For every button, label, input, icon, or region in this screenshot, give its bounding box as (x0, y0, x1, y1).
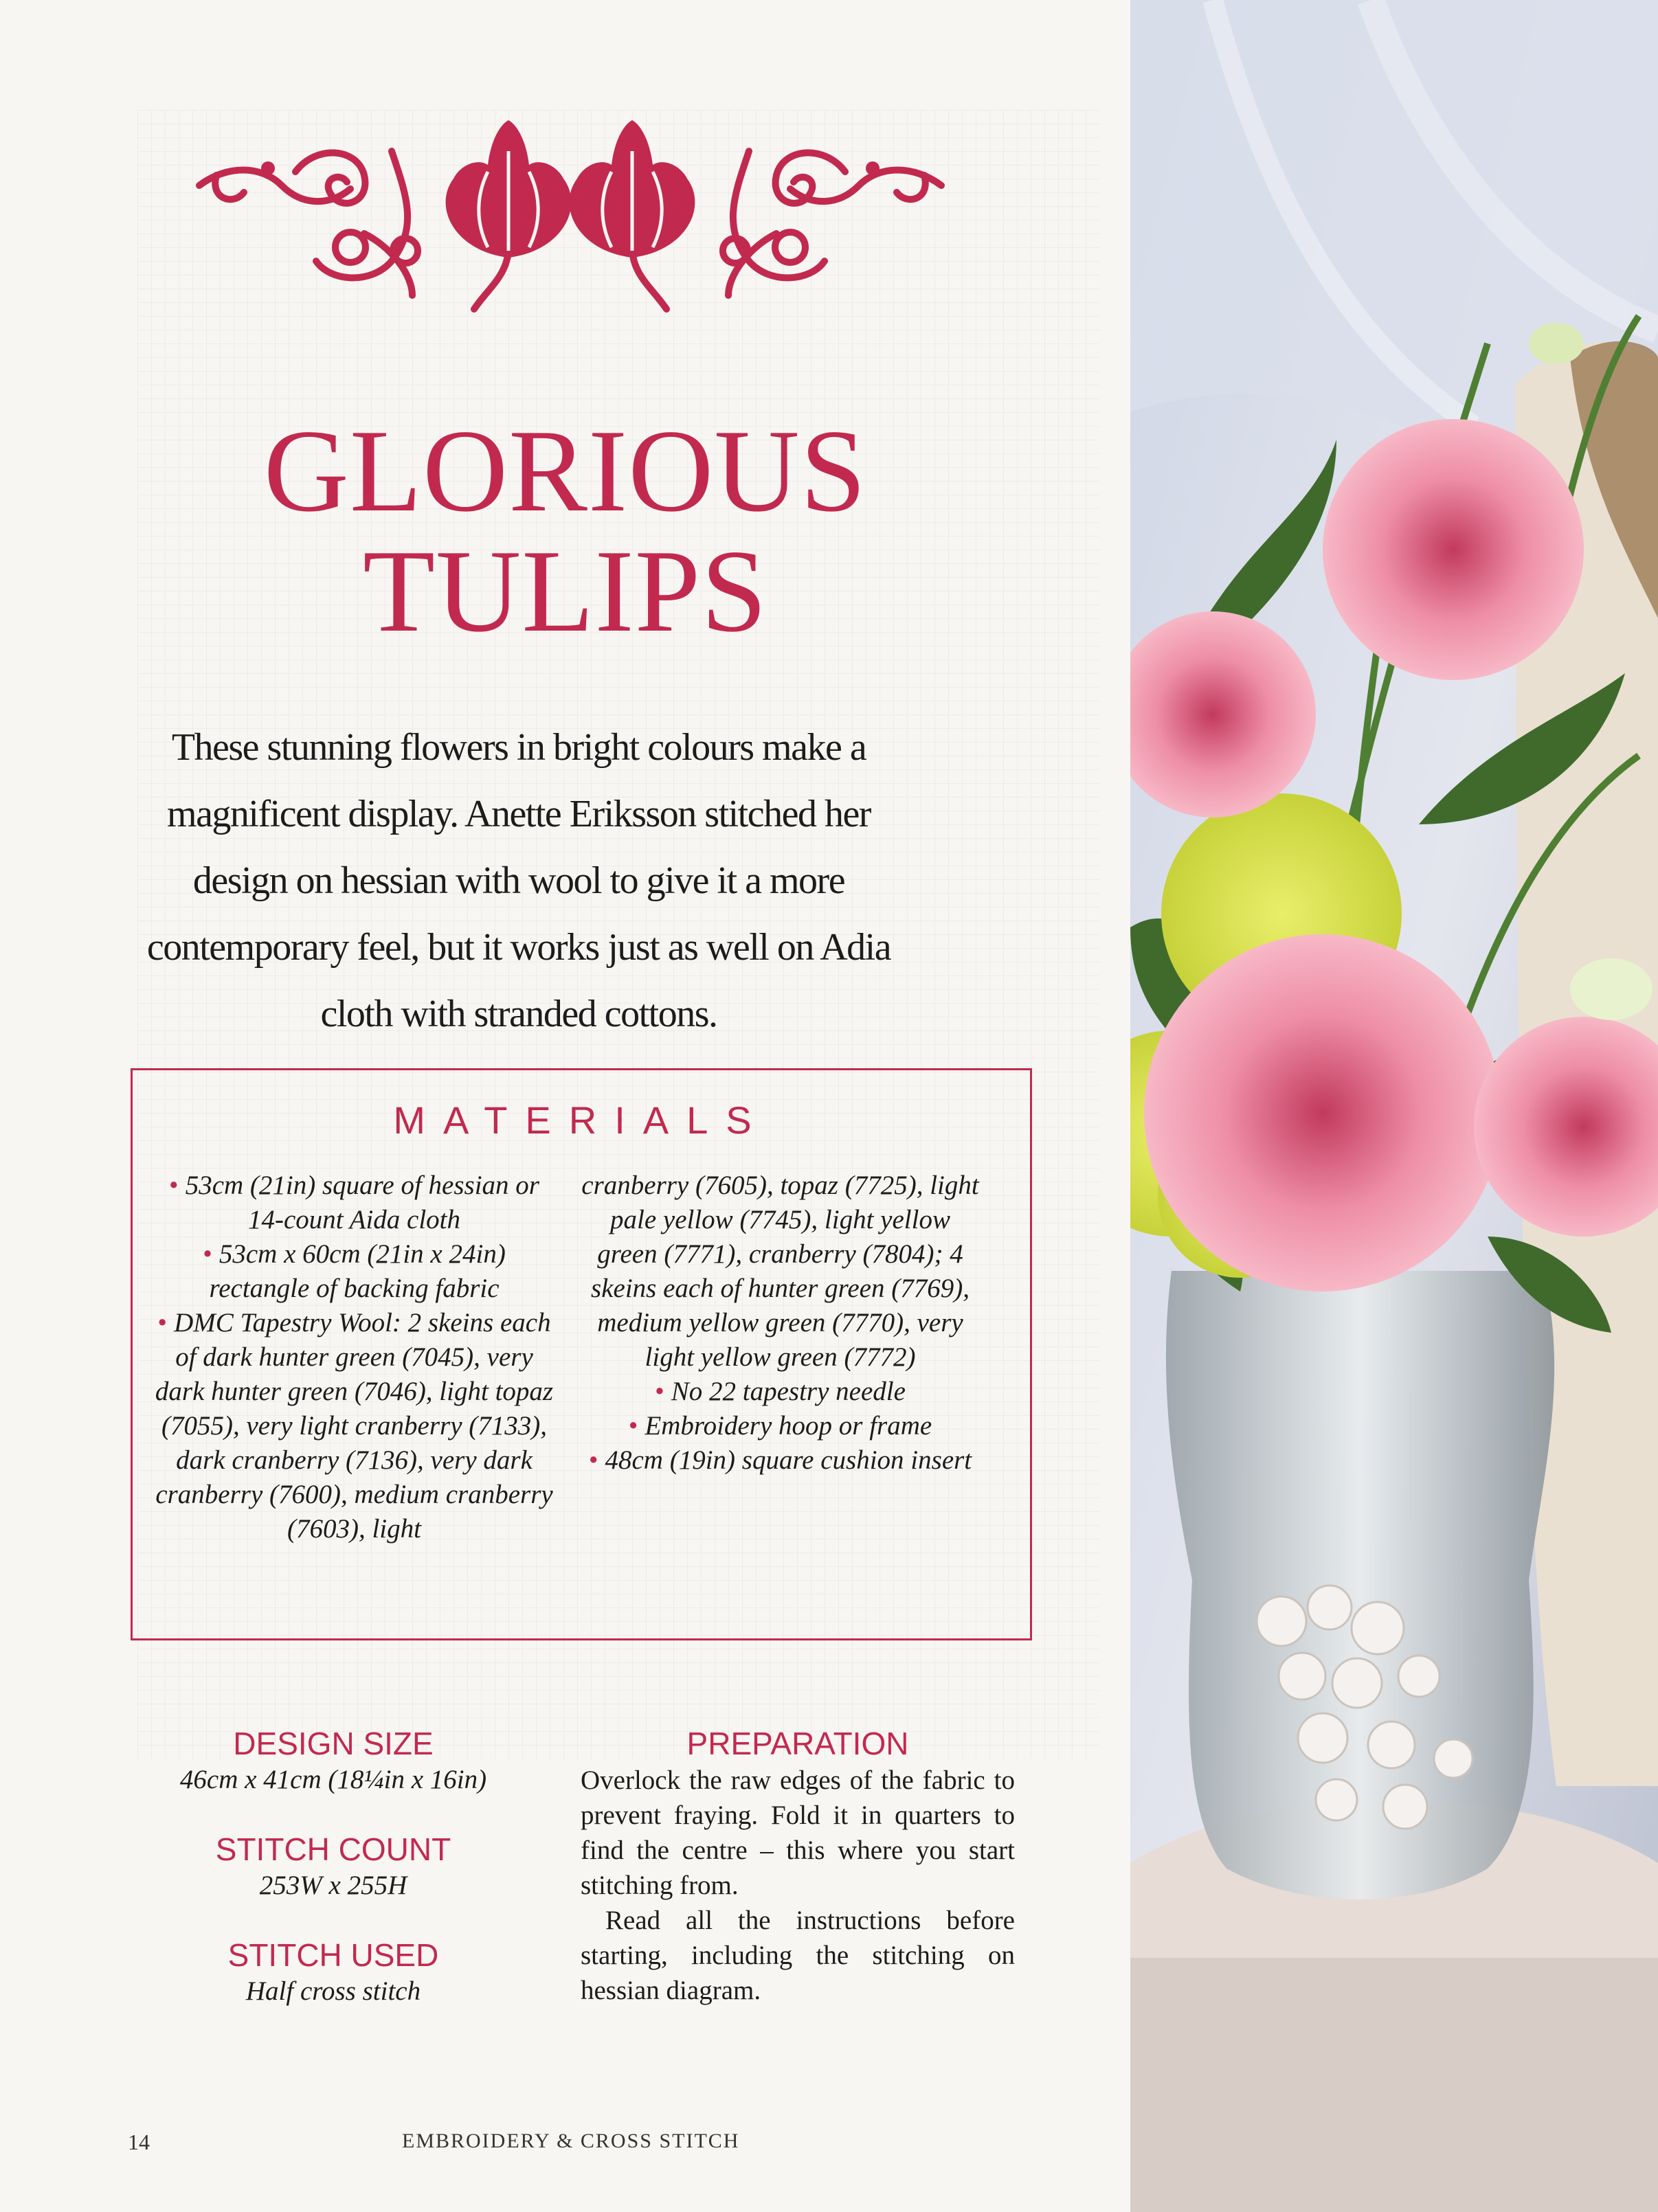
flower-arrangement-photo (1130, 0, 1658, 2212)
preparation-paragraph-2: Read all the instructions before starting, including the stitching on hessian diagram. (581, 1906, 1015, 2005)
bullet-icon: • (628, 1411, 638, 1441)
materials-column-right (579, 1169, 981, 1478)
preparation-paragraph-1: Overlock the raw edges of the fabric to prevent fraying. Fold it in quarters to find the centre – this where you start stitching from. (581, 1765, 1015, 1900)
stitch-count-value: 253W x 255H (259, 1871, 407, 1900)
bullet-icon: • (157, 1308, 168, 1338)
materials-item: • 48cm (19in) square cushion insert (588, 1445, 972, 1475)
materials-box (131, 1068, 1032, 1640)
materials-column-left (153, 1169, 555, 1546)
stitch-used-value: Half cross stitch (245, 1976, 421, 2006)
bullet-icon: • (588, 1445, 598, 1475)
materials-heading: MATERIALS (393, 1098, 770, 1142)
materials-item: • 53cm x 60cm (21in x 24in) rectangle of backing fabric (203, 1239, 506, 1303)
preparation-heading: PREPARATION (686, 1726, 909, 1761)
design-specs (131, 1724, 536, 2009)
page-title-line2: TULIPS (363, 526, 768, 657)
bullet-icon: • (169, 1171, 179, 1200)
bullet-icon: • (203, 1239, 212, 1269)
page-number: 14 (128, 2130, 150, 2154)
materials-item: • No 22 tapestry needle (655, 1377, 906, 1406)
magazine-name: EMBROIDERY & CROSS STITCH (402, 2130, 740, 2152)
tulip-ornament-icon (186, 110, 955, 316)
bullet-icon: • (655, 1377, 664, 1406)
materials-item: • DMC Tapestry Wool: 2 skeins each of dark hunter green (7045), very dark hunter green (7046), light topaz (7055), very light cranberry (7133), dark cranberry (7136), very dark cranberry (7600), medium cranberry (7603), light (155, 1308, 554, 1544)
materials-item: • Embroidery hoop or frame (628, 1411, 932, 1441)
stitch-count-heading: STITCH COUNT (215, 1831, 451, 1867)
intro-paragraph: These stunning flowers in bright colours make a magnificent display. Anette Eriksson stitched her design on hessian with wool to give it a more contemporary feel, but it works just as well on Adia cloth with stranded cottons. (146, 726, 891, 1035)
materials-item: • 53cm (21in) square of hessian or 14-count Aida cloth (169, 1171, 539, 1234)
design-size-heading: DESIGN SIZE (233, 1726, 434, 1761)
preparation-section (581, 1724, 1015, 2008)
page-title-line1: GLORIOUS (263, 406, 867, 537)
design-size-value: 46cm x 41cm (18¼in x 16in) (179, 1765, 487, 1794)
materials-item: cranberry (7605), topaz (7725), light pale yellow (7745), light yellow green (7771), cranberry (7804); 4 skeins each of hunter green (7769), medium yellow green (7770), very light yellow green (7772) (581, 1171, 979, 1372)
stitch-used-heading: STITCH USED (227, 1937, 439, 1973)
